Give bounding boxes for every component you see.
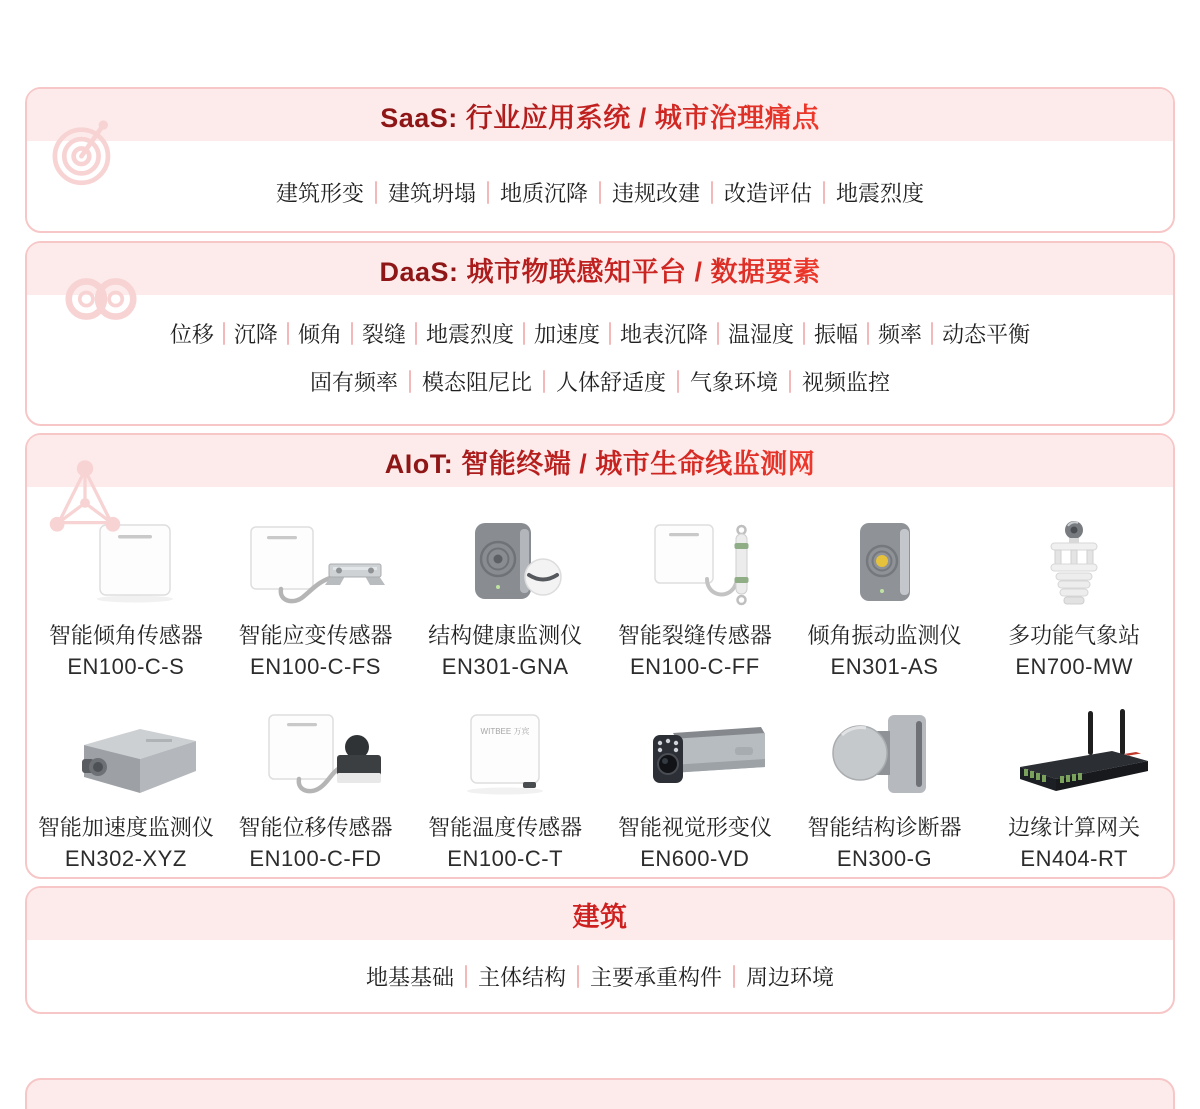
tag: 主体结构 (477, 964, 566, 990)
building-header-band (27, 888, 1173, 940)
tag: 人体舒适度 (555, 370, 666, 395)
saas-header-band (27, 89, 1173, 141)
saas-title-text: 行业应用系统 / 城市治理痛点 (465, 102, 820, 133)
daas-tag-row-2 (299, 366, 901, 397)
daas-title-text: 城市物联感知平台 / 数据要素 (466, 256, 821, 287)
daas-header-band (27, 243, 1173, 295)
tag: 视频监控 (802, 370, 891, 395)
tag: 违规改建 (612, 180, 701, 206)
product-name: 智能位移传感器 (238, 815, 393, 840)
accelerometer-image (31, 709, 221, 801)
tag: 地质沉降 (499, 180, 588, 206)
tag: 气象环境 (690, 370, 779, 395)
aiot-title (385, 442, 816, 481)
product-card (221, 517, 411, 683)
product-model: EN100-C-T (447, 846, 564, 871)
daas-title-prefix: DaaS: (379, 256, 459, 287)
tag: 位移 (169, 322, 214, 347)
svg-text:WITBEE 万宾: WITBEE 万宾 (480, 727, 530, 736)
section-saas (25, 87, 1175, 233)
product-card (410, 517, 600, 683)
aiot-header-band (27, 435, 1173, 487)
product-name: 智能裂缝传感器 (617, 623, 772, 648)
product-card (790, 709, 980, 875)
product-name: 结构健康监测仪 (428, 623, 583, 648)
daas-tag-rows (27, 295, 1173, 424)
product-model: EN100-C-FF (629, 654, 760, 679)
tag: 地震烈度 (836, 180, 925, 206)
product-model: EN100-C-FD (249, 846, 382, 871)
saas-tag-row (27, 141, 1173, 231)
structural-health-monitor-image (410, 517, 600, 609)
product-name: 智能结构诊断器 (807, 815, 962, 840)
edge-gateway-image (979, 709, 1169, 801)
tag: 沉降 (233, 322, 278, 347)
tag: 改造评估 (724, 180, 813, 206)
product-model: EN100-C-FS (250, 654, 381, 679)
tag: 固有频率 (309, 370, 398, 395)
tag: 动态平衡 (942, 322, 1031, 347)
product-model: EN302-XYZ (64, 846, 187, 871)
tag: 主要承重构件 (590, 964, 723, 990)
tag: 建筑坍塌 (387, 180, 476, 206)
crack-sensor-image (600, 517, 790, 609)
tilt-vibration-monitor-image (790, 517, 980, 609)
product-card (600, 517, 790, 683)
tag: 倾角 (297, 322, 342, 347)
product-model: EN301-AS (830, 654, 939, 679)
vision-camera-image (600, 709, 790, 801)
temperature-sensor-image (410, 709, 600, 801)
product-card (979, 709, 1169, 875)
product-card (410, 709, 600, 875)
section-daas (25, 241, 1175, 426)
next-section-partial-band (25, 1078, 1175, 1109)
tag: 频率 (878, 322, 923, 347)
daas-tag-row-1 (161, 318, 1039, 349)
product-card (31, 517, 221, 683)
product-model: EN301-GNA (441, 654, 569, 679)
tag: 建筑形变 (275, 180, 364, 206)
strain-sensor-image (221, 517, 411, 609)
tag: 地表沉降 (620, 322, 709, 347)
tag: 地基基础 (365, 964, 454, 990)
tag: 模态阻尼比 (421, 370, 532, 395)
product-grid (27, 487, 1173, 877)
saas-title-prefix: SaaS: (380, 102, 458, 133)
building-tag-row (27, 940, 1173, 1012)
product-card (31, 709, 221, 875)
product-card (600, 709, 790, 875)
section-aiot (25, 433, 1175, 879)
product-model: EN100-C-S (67, 654, 185, 679)
product-name: 智能温度传感器 (428, 815, 583, 840)
product-name: 倾角振动监测仪 (807, 623, 962, 648)
daas-title (379, 250, 820, 289)
product-card (790, 517, 980, 683)
tag: 加速度 (533, 322, 600, 347)
aiot-title-text: 智能终端 / 城市生命线监测网 (461, 448, 816, 479)
section-building (25, 886, 1175, 1014)
product-model: EN700-MW (1015, 654, 1133, 679)
tag: 周边环境 (746, 964, 835, 990)
product-name: 智能视觉形变仪 (617, 815, 772, 840)
product-model: EN404-RT (1020, 846, 1128, 871)
weather-station-image (979, 517, 1169, 609)
displacement-sensor-image (221, 709, 411, 801)
tag: 振幅 (814, 322, 859, 347)
product-model: EN300-G (836, 846, 933, 871)
product-model: EN600-VD (640, 846, 750, 871)
aiot-title-prefix: AIoT: (384, 448, 454, 479)
building-title: 建筑 (572, 901, 628, 932)
tilt-sensor-image (31, 517, 221, 609)
structure-diagnoser-image (790, 709, 980, 801)
product-card (221, 709, 411, 875)
tag: 温湿度 (728, 322, 795, 347)
product-name: 智能加速度监测仪 (37, 815, 214, 840)
saas-title (380, 96, 820, 135)
product-name: 边缘计算网关 (1008, 815, 1141, 840)
tag: 裂缝 (361, 322, 406, 347)
product-name: 智能应变传感器 (238, 623, 393, 648)
tag: 地震烈度 (425, 322, 514, 347)
product-name: 智能倾角传感器 (48, 623, 203, 648)
product-name: 多功能气象站 (1008, 623, 1141, 648)
product-card (979, 517, 1169, 683)
